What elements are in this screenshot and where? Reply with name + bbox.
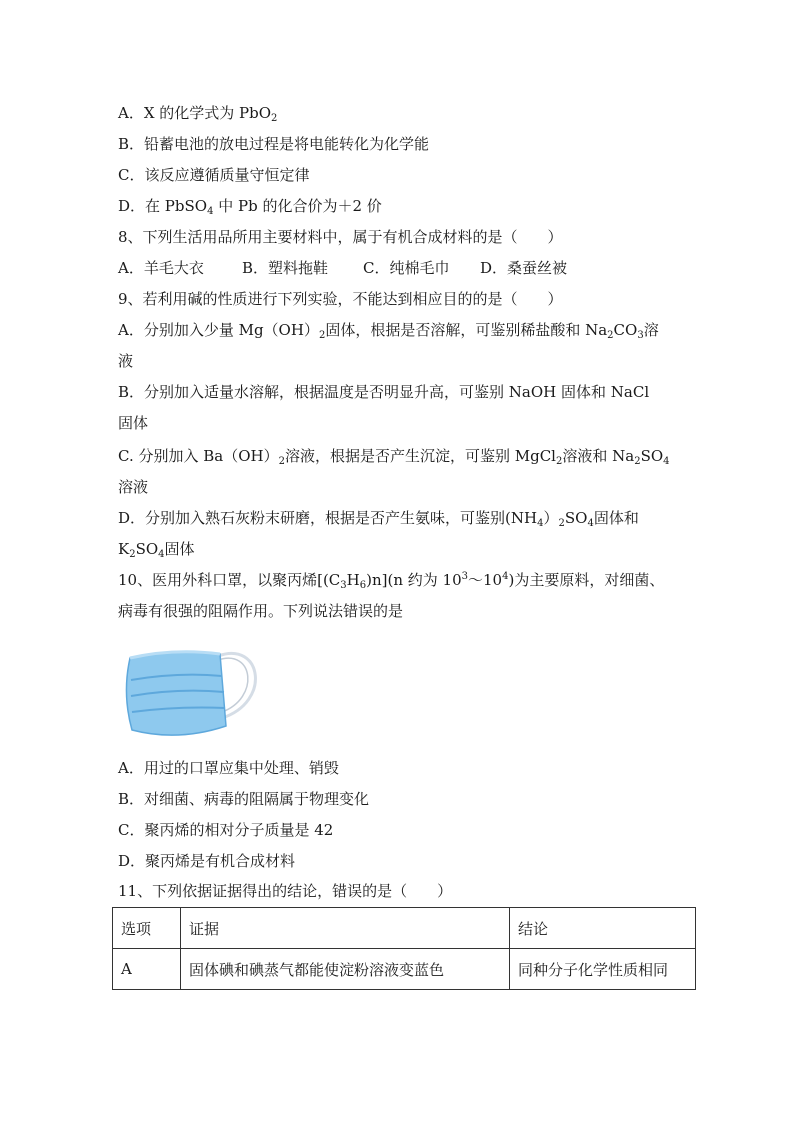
header-evidence: 证据 xyxy=(181,908,510,949)
subscript: 2 xyxy=(555,456,563,467)
q9-option-c-line1 xyxy=(118,446,670,466)
text: ） xyxy=(543,509,559,527)
text: D．分别加入熟石灰粉末研磨，根据是否产生氨味，可鉴别(NH xyxy=(118,509,538,527)
header-conclusion: 结论 xyxy=(510,908,696,949)
subscript: 2 xyxy=(634,456,641,467)
q9-stem: 9、若利用碱的性质进行下列实验，不能达到相应目的的是（ ） xyxy=(118,290,563,308)
table-row xyxy=(113,949,696,990)
subscript: 2 xyxy=(278,456,285,467)
cell-option: A xyxy=(113,949,181,990)
text: 溶 xyxy=(643,321,659,339)
q7-option-b: B．铅蓄电池的放电过程是将电能转化为化学能 xyxy=(118,135,430,153)
text: H xyxy=(346,571,360,589)
q7-option-d-text-2: 中 Pb 的化合价为＋2 价 xyxy=(213,197,382,215)
q9-option-c-line2: 溶液 xyxy=(118,478,149,496)
subscript: 2 xyxy=(271,113,278,124)
cell-evidence: 固体碘和碘蒸气都能使淀粉溶液变蓝色 xyxy=(181,949,510,990)
subscript: 4 xyxy=(537,518,544,529)
q7-option-a-text: A．X 的化学式为 PbO xyxy=(118,104,272,122)
subscript: 3 xyxy=(340,580,347,591)
text: SO xyxy=(564,509,588,527)
q7-option-d xyxy=(118,196,382,216)
q9-option-a-line1 xyxy=(118,320,659,340)
superscript: 3 xyxy=(461,571,469,582)
superscript: 4 xyxy=(502,571,509,582)
text: SO xyxy=(135,540,159,558)
cell-conclusion: 同种分子化学性质相同 xyxy=(510,949,696,990)
q8-option-b: B．塑料拖鞋 xyxy=(242,259,329,277)
q10-stem-line2: 病毒有很强的阻隔作用。下列说法错误的是 xyxy=(118,602,404,620)
q8-option-a: A．羊毛大衣 xyxy=(118,259,204,277)
surgical-mask-image xyxy=(122,644,262,744)
q9-option-b-line1: B．分别加入适量水溶解，根据温度是否明显升高，可鉴别 NaOH 固体和 NaCl xyxy=(118,383,650,401)
text: K xyxy=(118,540,130,558)
subscript: 2 xyxy=(129,549,136,560)
subscript: 4 xyxy=(207,206,214,217)
q10-option-a: A．用过的口罩应集中处理、销毁 xyxy=(118,759,339,777)
q11-stem: 11、下列依据证据得出的结论，错误的是（ ） xyxy=(118,882,453,900)
text: 溶液和 Na xyxy=(562,447,635,465)
text: A．分别加入少量 Mg（OH） xyxy=(118,321,319,339)
subscript: 2 xyxy=(558,518,565,529)
q10-option-b: B．对细菌、病毒的阻隔属于物理变化 xyxy=(118,790,370,808)
subscript: 4 xyxy=(158,549,165,560)
subscript: 3 xyxy=(637,330,644,341)
q10-stem-line1 xyxy=(118,570,664,590)
evidence-table xyxy=(112,907,696,990)
text: ～10 xyxy=(468,571,503,589)
q9-option-b-line2: 固体 xyxy=(118,414,149,432)
subscript: 4 xyxy=(663,456,670,467)
subscript: 2 xyxy=(607,330,614,341)
text: 固体 xyxy=(164,540,195,558)
text: 溶液，根据是否产生沉淀，可鉴别 MgCl xyxy=(284,447,556,465)
q10-option-c: C．聚丙烯的相对分子质量是 42 xyxy=(118,821,334,839)
text: 固体，根据是否溶解，可鉴别稀盐酸和 Na xyxy=(325,321,608,339)
header-option: 选项 xyxy=(113,908,181,949)
subscript: 4 xyxy=(587,518,594,529)
q8-option-d: D．桑蚕丝被 xyxy=(480,259,568,277)
text: )为主要原料，对细菌、 xyxy=(508,571,665,589)
table-header-row xyxy=(113,908,696,949)
q9-option-d-line1 xyxy=(118,508,639,528)
q8-option-c: C．纯棉毛巾 xyxy=(363,259,450,277)
q9-option-d-line2 xyxy=(118,539,195,559)
q10-option-d: D．聚丙烯是有机合成材料 xyxy=(118,852,296,870)
subscript: 6 xyxy=(359,580,367,591)
text: CO xyxy=(613,321,638,339)
q8-stem: 8、下列生活用品所用主要材料中，属于有机合成材料的是（ ） xyxy=(118,228,563,246)
text: 10、医用外科口罩，以聚丙烯[(C xyxy=(118,571,341,589)
text: SO xyxy=(640,447,664,465)
q7-option-d-text: D．在 PbSO xyxy=(118,197,208,215)
q7-option-a xyxy=(118,103,277,123)
text: C. 分别加入 Ba（OH） xyxy=(118,447,279,465)
subscript: 2 xyxy=(318,330,326,341)
q7-option-c: C．该反应遵循质量守恒定律 xyxy=(118,166,310,184)
q9-option-a-line2: 液 xyxy=(118,352,134,370)
text: 固体和 xyxy=(593,509,639,527)
q8-options xyxy=(118,258,567,278)
text: )n](n 约为 10 xyxy=(366,571,462,589)
